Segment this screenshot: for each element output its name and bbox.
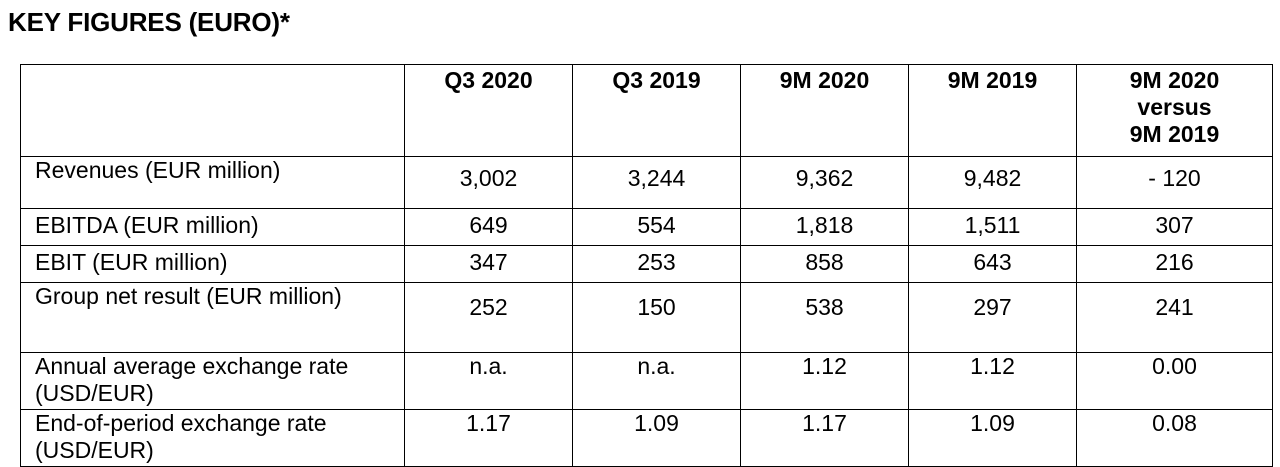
table-row — [21, 246, 1273, 283]
cell-value: 1.17 — [405, 410, 573, 467]
cell-value: 1.09 — [573, 410, 741, 467]
row-label: Revenues (EUR million) — [21, 157, 405, 209]
cell-value: 241 — [1077, 283, 1273, 353]
cell-value: 858 — [741, 246, 909, 283]
header-line: versus — [1137, 94, 1212, 120]
header-line: 9M 2019 — [1129, 121, 1220, 147]
cell-value: 9,362 — [741, 157, 909, 209]
cell-value: 1.12 — [909, 353, 1077, 410]
cell-value: 1.12 — [741, 353, 909, 410]
header-9m-2019: 9M 2019 — [909, 65, 1077, 157]
cell-value: 252 — [405, 283, 573, 353]
table-row — [21, 209, 1273, 246]
table-row — [21, 283, 1273, 353]
cell-value: 538 — [741, 283, 909, 353]
cell-value: 1.17 — [741, 410, 909, 467]
key-figures-table — [20, 64, 1273, 467]
cell-value: 9,482 — [909, 157, 1077, 209]
table-header-row — [21, 65, 1273, 157]
cell-value: 1.09 — [909, 410, 1077, 467]
table-row — [21, 157, 1273, 209]
row-label: EBITDA (EUR million) — [21, 209, 405, 246]
cell-value: 216 — [1077, 246, 1273, 283]
header-q3-2020: Q3 2020 — [405, 65, 573, 157]
cell-value: 253 — [573, 246, 741, 283]
row-label: Annual average exchange rate (USD/EUR) — [21, 353, 405, 410]
cell-value: 3,244 — [573, 157, 741, 209]
cell-value: 649 — [405, 209, 573, 246]
row-label: Group net result (EUR million) — [21, 283, 405, 353]
cell-value: 1,511 — [909, 209, 1077, 246]
cell-value: 0.00 — [1077, 353, 1273, 410]
cell-value: 307 — [1077, 209, 1273, 246]
cell-value: 554 — [573, 209, 741, 246]
cell-value: 0.08 — [1077, 410, 1273, 467]
header-cell-empty — [21, 65, 405, 157]
cell-value: 643 — [909, 246, 1077, 283]
row-label: End-of-period exchange rate (USD/EUR) — [21, 410, 405, 467]
header-line: 9M 2020 — [1129, 67, 1220, 93]
cell-value: 3,002 — [405, 157, 573, 209]
header-9m-2020: 9M 2020 — [741, 65, 909, 157]
row-label: EBIT (EUR million) — [21, 246, 405, 283]
header-q3-2019: Q3 2019 — [573, 65, 741, 157]
cell-value: n.a. — [405, 353, 573, 410]
cell-value: n.a. — [573, 353, 741, 410]
table-row — [21, 410, 1273, 467]
page-title: KEY FIGURES (EURO)* — [8, 7, 290, 37]
table-row — [21, 353, 1273, 410]
cell-value: 1,818 — [741, 209, 909, 246]
cell-value: - 120 — [1077, 157, 1273, 209]
cell-value: 150 — [573, 283, 741, 353]
cell-value: 297 — [909, 283, 1077, 353]
header-9m-comparison — [1077, 65, 1273, 157]
cell-value: 347 — [405, 246, 573, 283]
